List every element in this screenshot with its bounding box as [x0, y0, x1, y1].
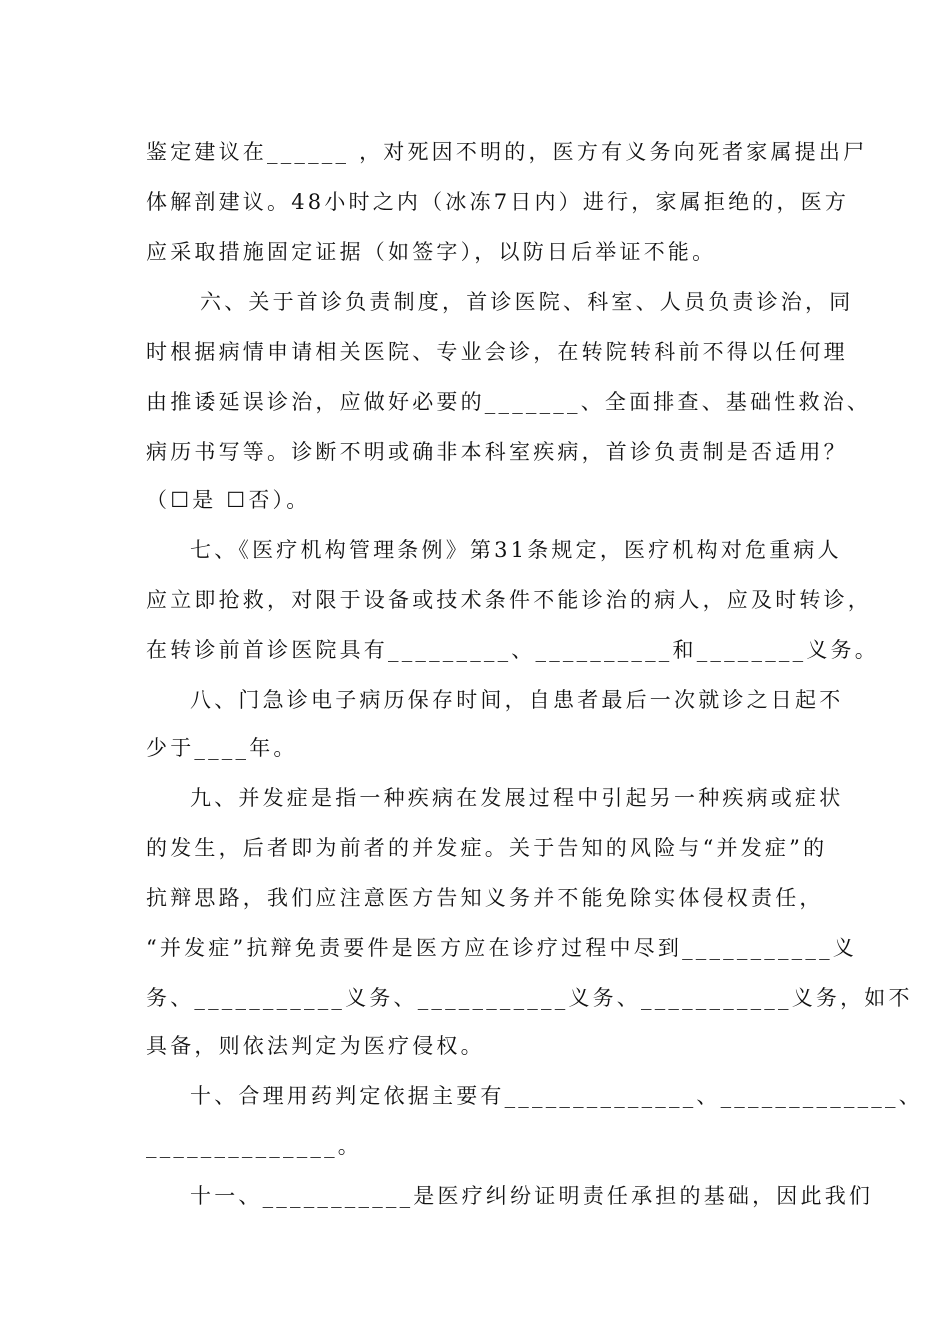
text-line: 由推诿延误诊治，应做好必要的_______、全面排查、基础性救治、	[146, 390, 872, 414]
text-line: ______________。	[146, 1134, 362, 1158]
text-line: 鉴定建议在______ ，对死因不明的，医方有义务向死者家属提出尸	[146, 140, 868, 164]
text-line: 少于____年。	[146, 736, 298, 760]
text-line: 体解剖建议。48小时之内（冰冻7日内）进行，家属拒绝的，医方	[146, 190, 850, 214]
text-line: 七、《医疗机构管理条例》第31条规定，医疗机构对危重病人	[190, 538, 842, 562]
text-line: “并发症”抗辩免责要件是医方应在诊疗过程中尽到___________义	[146, 936, 857, 960]
text-line: 时根据病情申请相关医院、专业会诊，在转院转科前不得以任何理	[146, 340, 848, 364]
text-line: 应立即抢救，对限于设备或技术条件不能诊治的病人，应及时转诊，	[146, 588, 872, 612]
text-line: 的发生，后者即为前者的并发症。关于告知的风险与“并发症”的	[146, 836, 828, 860]
text-line: 在转诊前首诊医院具有_________、__________和________义务。	[146, 638, 879, 662]
text-line: 十、合理用药判定依据主要有______________、_____________、	[190, 1084, 923, 1108]
text-line: 九、并发症是指一种疾病在发展过程中引起另一种疾病或症状	[190, 786, 844, 810]
text-line: （☐是 ☐否）。	[146, 488, 311, 512]
text-line: 抗辩思路，我们应注意医方告知义务并不能免除实体侵权责任，	[146, 886, 824, 910]
text-line: 务、___________义务、___________义务、___________义务，如不	[146, 986, 913, 1010]
text-line: 六、关于首诊负责制度，首诊医院、科室、人员负责诊治，同	[200, 290, 854, 314]
text-line: 八、门急诊电子病历保存时间，自患者最后一次就诊之日起不	[190, 688, 844, 712]
text-line: 十一、___________是医疗纠纷证明责任承担的基础，因此我们	[190, 1184, 874, 1208]
text-line: 病历书写等。诊断不明或确非本科室疾病，首诊负责制是否适用？	[146, 440, 848, 464]
text-line: 应采取措施固定证据（如签字），以防日后举证不能。	[146, 240, 717, 264]
text-line: 具备，则依法判定为医疗侵权。	[146, 1034, 485, 1058]
